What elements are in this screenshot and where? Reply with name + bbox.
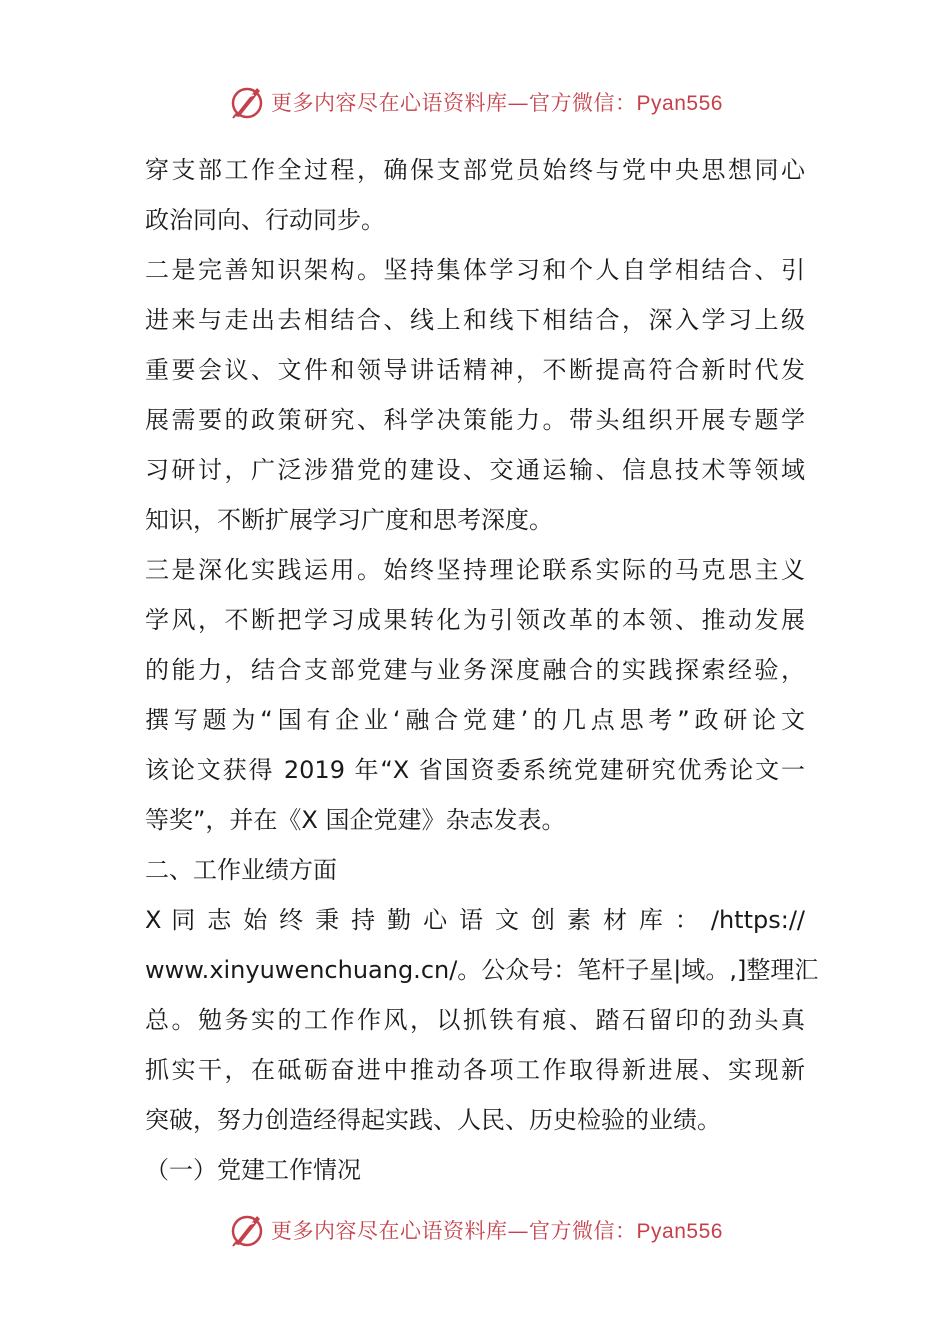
text-line: 总。勉务实的工作作风，以抓铁有痕、踏石留印的劲头真 xyxy=(145,1006,805,1034)
quill-logo-icon xyxy=(227,82,267,122)
text-line: 穿支部工作全过程，确保支部党员始终与党中央思想同心 xyxy=(145,156,805,184)
section-heading: 二、工作业绩方面 xyxy=(145,856,337,884)
text-line: 抓实干，在砥砺奋进中推动各项工作取得新进展、实现新 xyxy=(145,1056,805,1084)
footer-watermark-banner xyxy=(0,1208,950,1252)
text-line: 该论文获得 2019 年“X 省国资委系统党建研究优秀论文一 xyxy=(145,756,805,784)
text-line: 重要会议、文件和领导讲话精神，不断提高符合新时代发 xyxy=(145,356,805,384)
quill-logo-icon xyxy=(227,1210,267,1250)
text-line: 进来与走出去相结合、线上和线下相结合，深入学习上级 xyxy=(145,306,805,334)
header-watermark-banner xyxy=(0,80,950,124)
document-body xyxy=(145,145,819,1195)
text-line: 三是深化实践运用。始终坚持理论联系实际的马克思主义 xyxy=(145,556,805,584)
text-line: 二是完善知识架构。坚持集体学习和个人自学相结合、引 xyxy=(145,256,805,284)
text-line: www.xinyuwenchuang.cn/。公众号：笔杆子星|域。,]整理汇 xyxy=(145,956,819,984)
text-line: 突破，努力创造经得起实践、人民、历史检验的业绩。 xyxy=(145,1106,721,1134)
text-line: X 同 志 始 终 秉 持 勤 心 语 文 创 素 材 库 ： /https:// xyxy=(145,906,805,934)
subsection-heading: （一）党建工作情况 xyxy=(145,1156,361,1184)
text-line: 展需要的政策研究、科学决策能力。带头组织开展专题学 xyxy=(145,406,805,434)
text-line: 等奖”，并在《X 国企党建》杂志发表。 xyxy=(145,806,566,834)
text-line: 学风，不断把学习成果转化为引领改革的本领、推动发展 xyxy=(145,606,805,634)
watermark-text xyxy=(271,87,723,117)
watermark-handle: Pyan556 xyxy=(636,1220,723,1243)
text-line: 政治同向、行动同步。 xyxy=(145,206,385,234)
watermark-handle: Pyan556 xyxy=(636,92,723,115)
text-line: 撰写题为“国有企业‘融合党建’的几点思考”政研论文 xyxy=(145,706,805,734)
text-line: 习研讨，广泛涉猎党的建设、交通运输、信息技术等领域 xyxy=(145,456,805,484)
watermark-text xyxy=(271,1215,723,1245)
text-line: 知识，不断扩展学习广度和思考深度。 xyxy=(145,506,553,534)
watermark-label: 更多内容尽在心语资料库—官方微信： xyxy=(271,91,637,115)
watermark-label: 更多内容尽在心语资料库—官方微信： xyxy=(271,1219,637,1243)
text-line: 的能力，结合支部党建与业务深度融合的实践探索经验， xyxy=(145,656,805,684)
